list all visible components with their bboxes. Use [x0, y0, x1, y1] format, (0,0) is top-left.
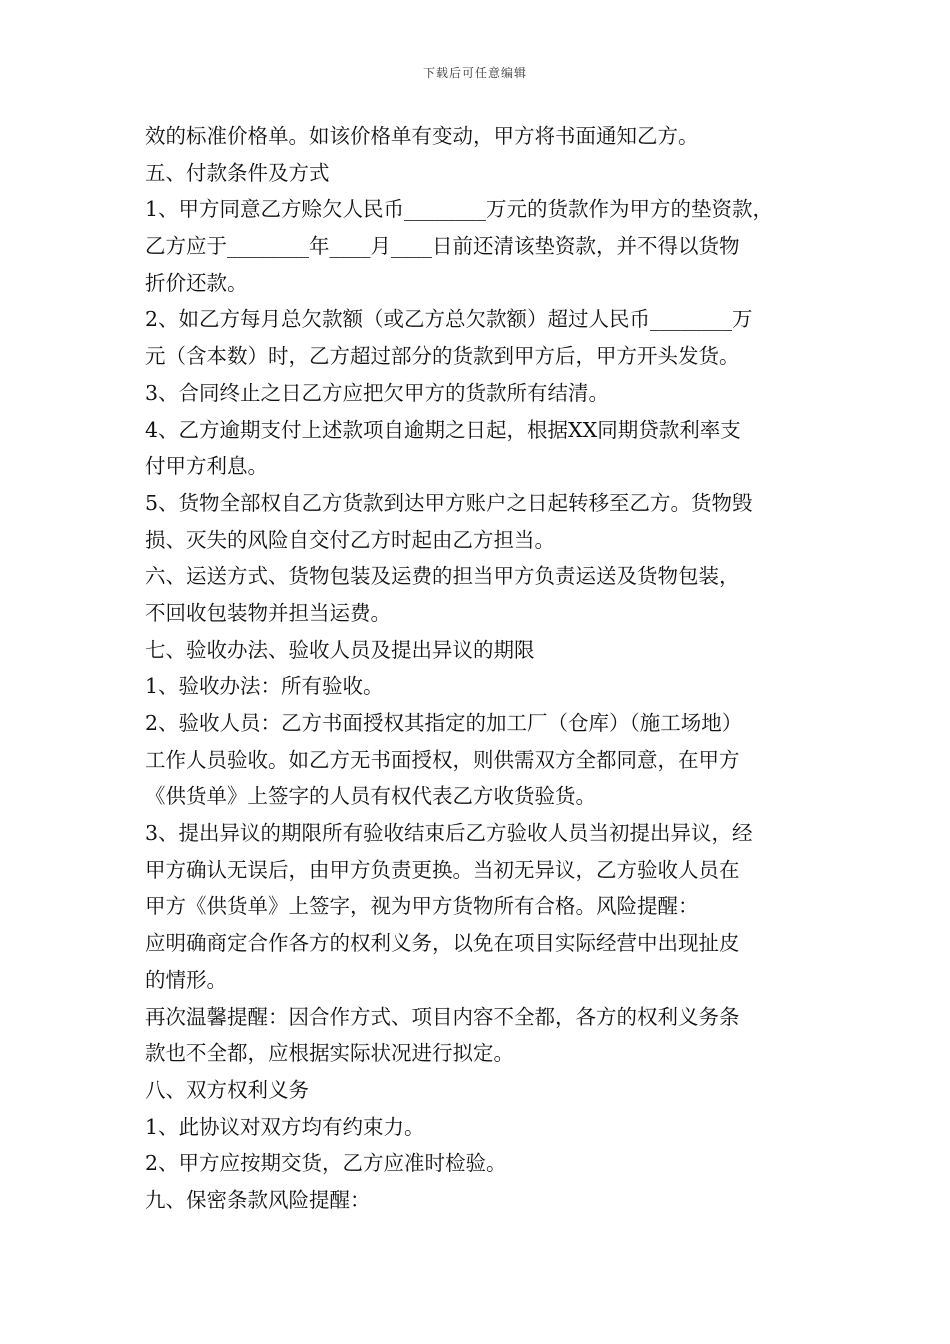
text-line: 折价还款。	[145, 270, 248, 295]
text-line: 效的标准价格单。如该价格单有变动，甲方将书面通知乙方。	[145, 124, 699, 148]
text-line: 《供货单》上签字的人员有权代表乙方收货验货。	[145, 784, 596, 809]
text-line: 不回收包装物并担当运费。	[145, 600, 391, 625]
text-line: 损、灭失的风险自交付乙方时起由乙方担当。	[145, 527, 555, 552]
text-line: 再次温馨提醒：因合作方式、项目内容不全都，各方的权利义务条	[145, 1004, 740, 1029]
text-line: 4、乙方逾期支付上述款项自逾期之日起，根据XX同期贷款利率支	[145, 417, 741, 442]
text-line: 元（含本数）时，乙方超过部分的货款到甲方后，甲方开头发货。	[145, 344, 740, 369]
section-heading: 五、付款条件及方式	[145, 160, 330, 185]
text-line: 工作人员验收。如乙方无书面授权，则供需双方全都同意，在甲方	[145, 747, 740, 772]
section-heading: 八、双方权利义务	[145, 1077, 309, 1102]
text-line: 甲方确认无误后，由甲方负责更换。当初无异议，乙方验收人员在	[145, 857, 740, 882]
text-line: 1、甲方同意乙方赊欠人民币________万元的货款作为甲方的垫资款，	[145, 197, 774, 222]
text-line: 甲方《供货单》上签字，视为甲方货物所有合格。风险提醒：	[145, 894, 699, 919]
text-line: 2、验收人员：乙方书面授权其指定的加工厂（仓库）（施工场地）	[145, 711, 743, 735]
text-line: 应明确商定合作各方的权利义务，以免在项目实际经营中出现扯皮	[145, 931, 740, 956]
section-heading: 七、验收办法、验收人员及提出异议的期限	[145, 637, 535, 662]
text-line: 2、甲方应按期交货，乙方应准时检验。	[145, 1151, 507, 1176]
text-line: 3、提出异议的期限所有验收结束后乙方验收人员当初提出异议，经	[145, 821, 753, 846]
page-header: 下载后可任意编辑	[422, 66, 527, 80]
text-line: 款也不全都，应根据实际状况进行拟定。	[145, 1041, 514, 1066]
text-line: 1、验收办法：所有验收。	[145, 674, 384, 699]
text-line: 1、此协议对双方均有约束力。	[145, 1114, 425, 1139]
text-line: 付甲方利息。	[145, 454, 268, 479]
text-line: 乙方应于________年____月____日前还清该垫资款，并不得以货物	[145, 234, 740, 259]
document-body	[145, 118, 815, 1219]
text-line: 5、货物全部权自乙方货款到达甲方账户之日起转移至乙方。货物毁	[145, 490, 753, 515]
section-heading: 六、运送方式、货物包装及运费的担当甲方负责运送及货物包装，	[145, 564, 740, 589]
text-line: 的情形。	[145, 967, 227, 992]
section-heading: 九、保密条款风险提醒：	[145, 1187, 371, 1212]
text-line: 3、合同终止之日乙方应把欠甲方的货款所有结清。	[145, 380, 610, 405]
text-line: 2、如乙方每月总欠款额（或乙方总欠款额）超过人民币________万	[145, 307, 753, 332]
